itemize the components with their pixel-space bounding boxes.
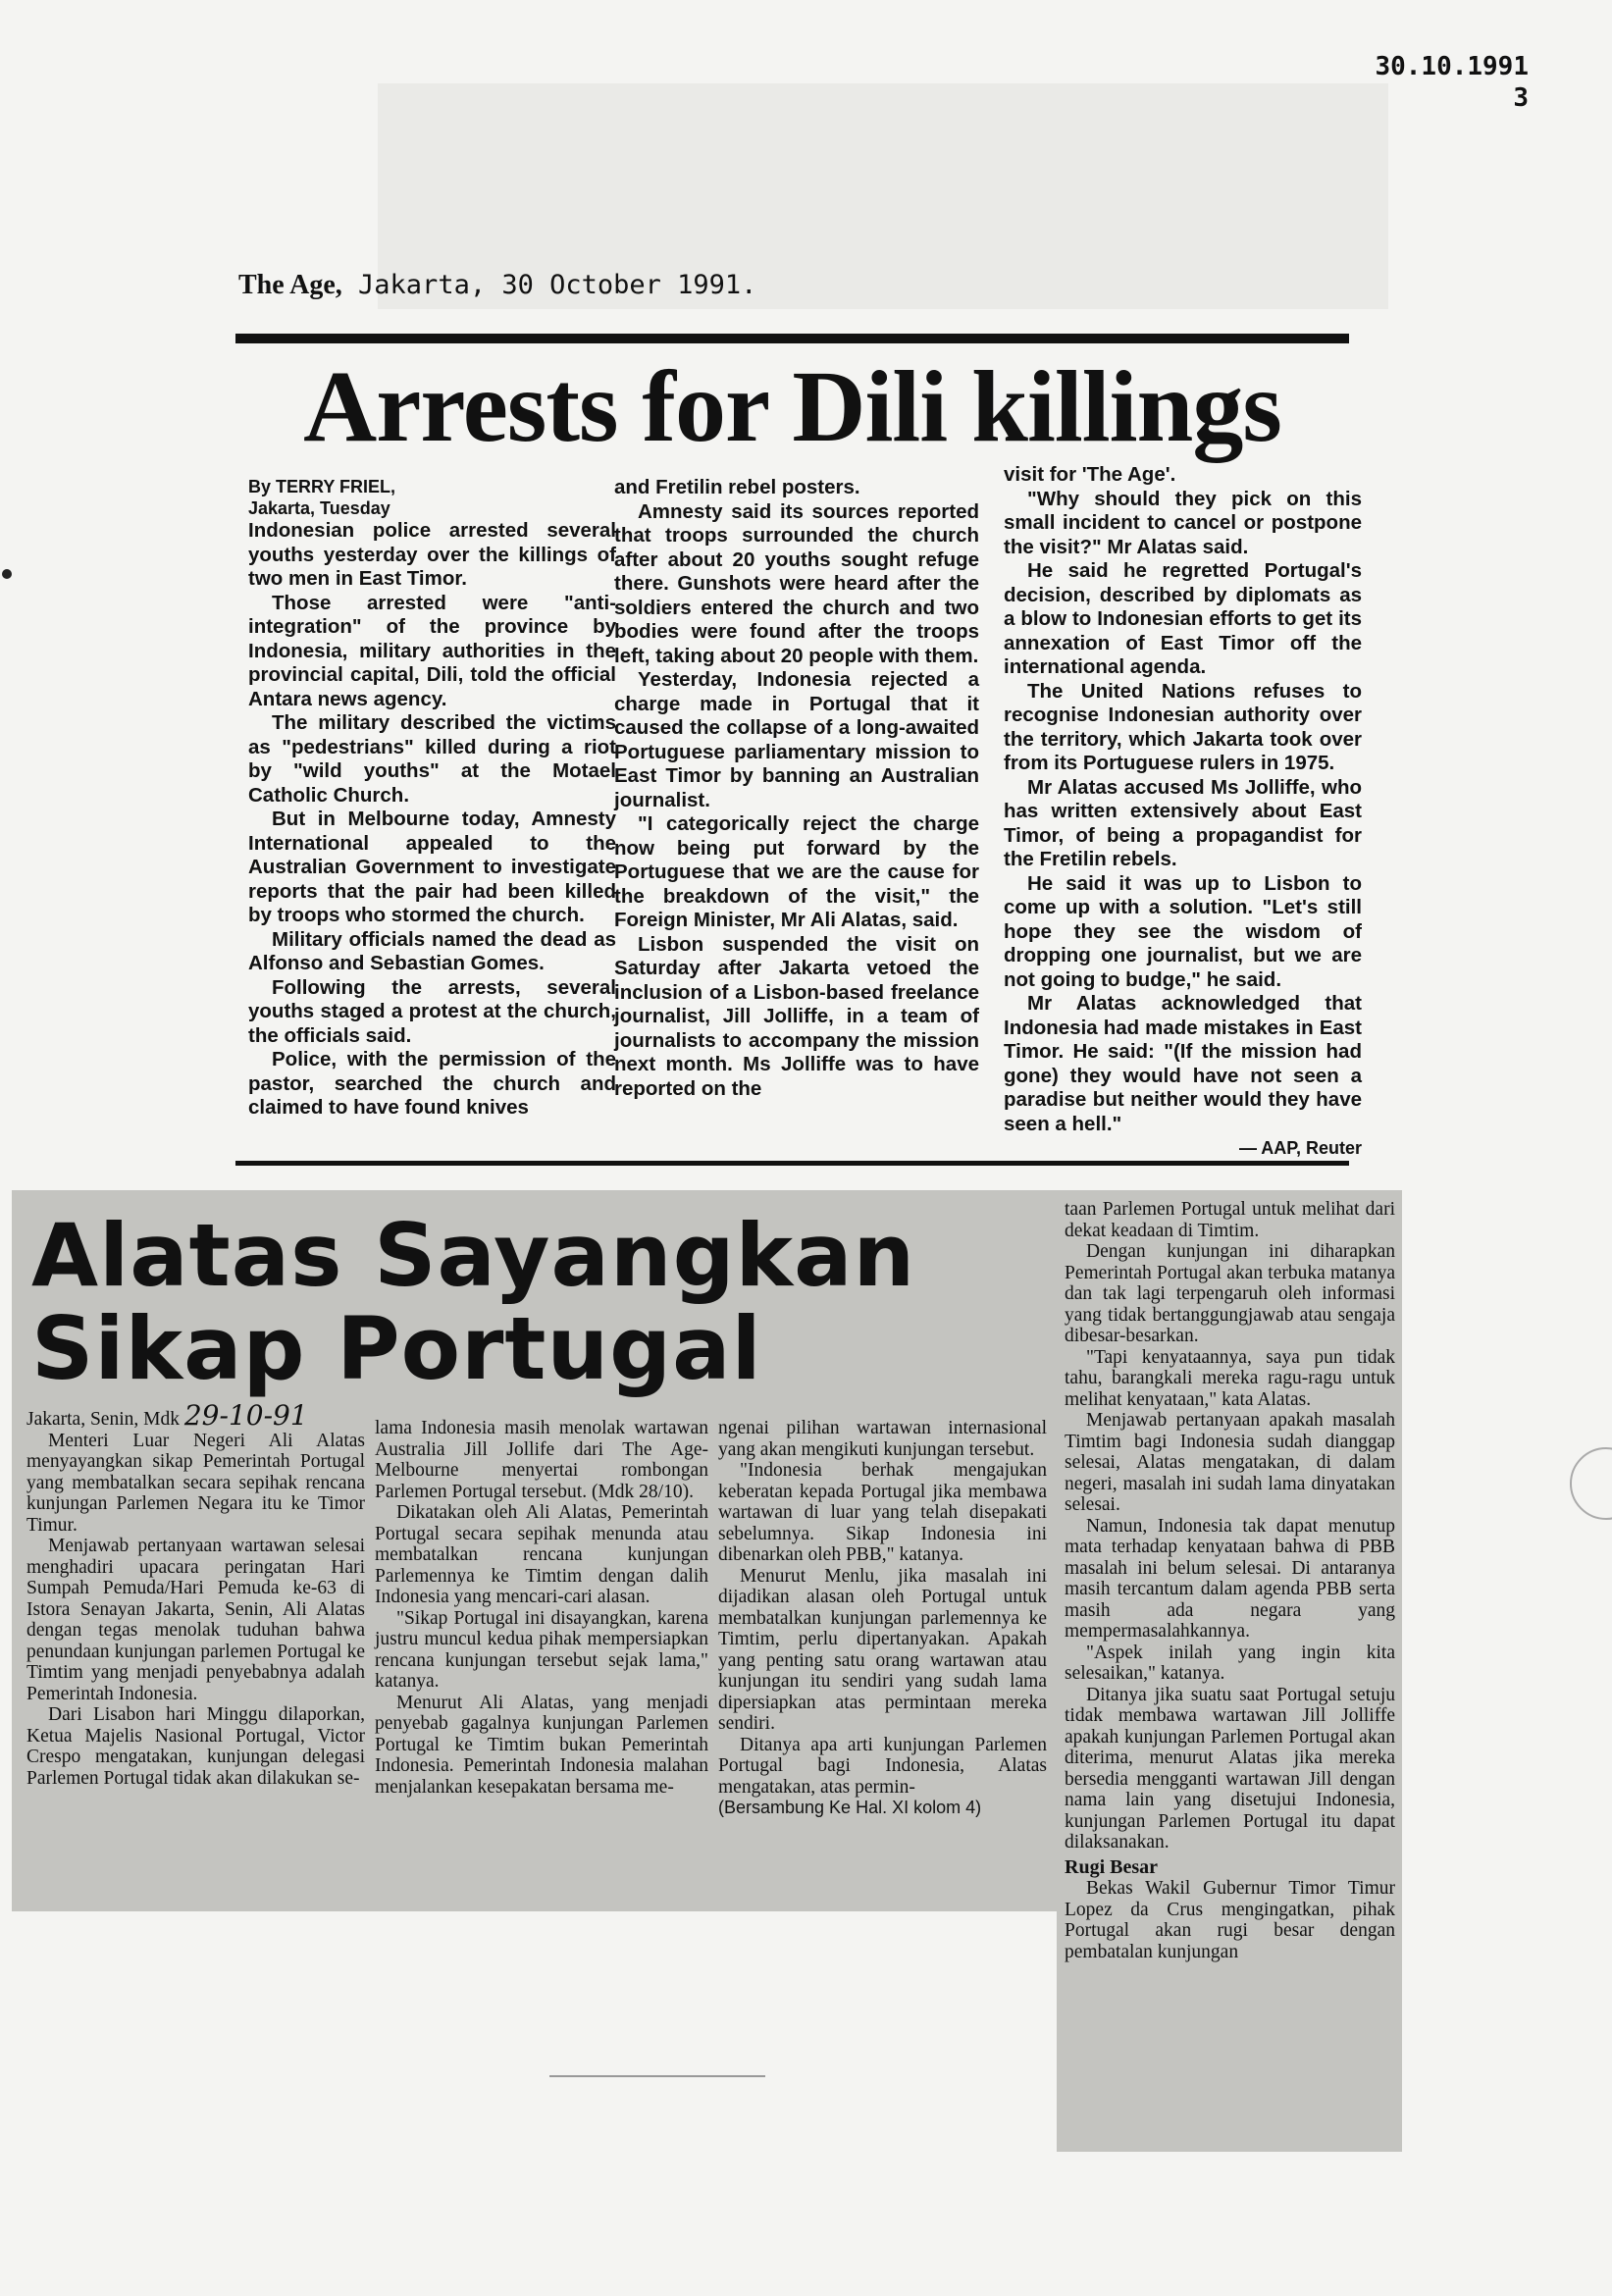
paragraph: Military officials named the dead as Alfonso and Sebastian Gomes.	[248, 927, 616, 974]
paragraph: Dikatakan oleh Ali Alatas, Pemerintah Portugal secara sepihak menunda atau membatalkan rencana kunjungan Parlemennya ke Timtim dengan dalih Indonesia yang mencari-cari alasan.	[375, 1502, 708, 1607]
paragraph: Following the arrests, several youths staged a protest at the church, the officials said.	[248, 975, 616, 1047]
paragraph: Police, with the permission of the pastor, searched the church and claimed to have found knives	[248, 1048, 616, 1119]
paragraph: Menjawab pertanyaan wartawan selesai menghadiri upacara peringatan Hari Sumpah Pemuda/Hari Pemuda ke-63 di Istora Senayan Jakarta, Senin, Ali Alatas dengan tegas menolak tuduhan bahwa penundaan kunjungan parlemen Portugal ke Timtim yang menjadi penyebabnya adalah Pemerintah Indonesia.	[26, 1536, 365, 1704]
paragraph: Indonesian police arrested several youths yesterday over the killings of two men in East Timor.	[248, 519, 616, 590]
paragraph: "Tapi kenyataannya, saya pun tidak tahu, barangkali mereka ragu-ragu untuk melihat kenyataan," kata Alatas.	[1065, 1346, 1395, 1410]
paragraph: visit for 'The Age'.	[1004, 463, 1176, 486]
dateline-id	[26, 1399, 365, 1432]
paragraph: Mr Alatas accused Ms Jolliffe, who has written extensively about East Timor, of being a propagandist for the Fretilin rebels.	[1004, 775, 1362, 870]
paragraph: Amnesty said its sources reported that troops surrounded the church after about 20 youths sought refuge there. Gunshots were heard after the soldiers entered the church and two bodies were found after the troops left, taking about 20 people with them.	[614, 499, 979, 667]
paragraph: The United Nations refuses to recognise Indonesian authority over the territory, which Jakarta took over from its Portuguese rulers in 1975.	[1004, 679, 1362, 774]
paragraph: Menjawab pertanyaan apakah masalah Timtim bagi Indonesia sudah dianggap selesai, Alatas mengatakan, di dalam negeri, masalah ini sudah lama dinyatakan selesai.	[1065, 1410, 1395, 1515]
paragraph: Bekas Wakil Gubernur Timor Timur Lopez da Crus mengingatkan, pihak Portugal akan rugi besar dengan pembatalan kunjungan	[1065, 1878, 1395, 1962]
paragraph: Lisbon suspended the visit on Saturday after Jakarta vetoed the inclusion of a Lisbon-based freelance journalist, Jill Jolliffe, in a team of journalists to accompany the mission next month. Ms Jolliffe was to have reported on the	[614, 932, 979, 1100]
paragraph: Menteri Luar Negeri Ali Alatas menyayangkan sikap Pemerintah Portugal yang membatalkan secara sepihak rencana kunjungan Parlemen Negara itu ke Timor Timur.	[26, 1430, 365, 1536]
paragraph: "Indonesia berhak mengajukan keberatan kepada Portugal jika membawa wartawan di luar yang telah disepakati sebelumnya. Sikap Indonesia ini dibenarkan oleh PBB," katanya.	[718, 1460, 1047, 1565]
publication-name: The Age,	[238, 270, 342, 300]
article-en-column-1	[248, 476, 616, 1121]
paragraph: lama Indonesia masih menolak wartawan Australia Jill Jollife dari The Age-Melbourne menyertai rombongan Parlemen Portugal tersebut. (Mdk 28/10).	[375, 1418, 708, 1502]
paragraph: He said it was up to Lisbon to come up with a solution. "Let's still hope they see the wisdom of dropping one journalist, but we are not going to budge," he said.	[1004, 871, 1362, 991]
headline-id-line-2: Sikap Portugal	[31, 1298, 762, 1399]
paragraph: Mr Alatas acknowledged that Indonesia had made mistakes in East Timor. He said: "(If the mission had gone) they would have not seen a paradise but neither would they have seen a hell."	[1004, 992, 1362, 1135]
article-id-column-2	[375, 1418, 708, 1798]
continued-note: (Bersambung Ke Hal. XI kolom 4)	[718, 1798, 982, 1817]
punch-hole-mark	[2, 569, 12, 579]
article-id-column-3	[718, 1418, 1047, 1819]
paragraph: Dari Lisabon hari Minggu dilaporkan, Ketua Majelis Nasional Portugal, Victor Crespo mengatakan, kunjungan delegasi Parlemen Portugal tidak akan dilakukan se-	[26, 1704, 365, 1789]
paragraph: Menurut Ali Alatas, yang menjadi penyebab gagalnya kunjungan Parlemen Portugal ke Timtim bukan Pemerintah Indonesia. Pemerintah Indonesia malahan menjalankan kesepakatan bersama me-	[375, 1692, 708, 1798]
paragraph: Dengan kunjungan ini diharapkan Pemerintah Portugal akan terbuka matanya dan tak lagi terpengaruh oleh informasi yang tidak bertanggungjawab atau sengaja dibesar-besarkan.	[1065, 1241, 1395, 1346]
byline-name: By TERRY FRIEL,	[248, 477, 396, 496]
handwritten-date: 29-10-91	[183, 1399, 308, 1432]
paragraph: "Aspek inilah yang ingin kita selesaikan," katanya.	[1065, 1642, 1395, 1684]
paragraph: Ditanya jika suatu saat Portugal setuju tidak membawa wartawan Jill Jolliffe apakah kunjungan Parlemen Portugal akan diterima, menurut Alatas jika mereka bersedia mengganti wartawan Jill dengan nama lain yang disetujui Indonesia, kunjungan Parlemen Portugal itu dapat dilaksanakan.	[1065, 1684, 1395, 1852]
bottom-rule	[235, 1161, 1349, 1166]
paragraph: "Why should they pick on this small incident to cancel or postpone the visit?" Mr Alatas said.	[1004, 487, 1362, 558]
headline-id	[31, 1205, 1052, 1399]
article-en-column-2	[614, 476, 979, 1101]
dateline-id-text: Jakarta, Senin, Mdk	[26, 1409, 180, 1430]
paragraph: The military described the victims as "pedestrians" killed during a riot by "wild youths" at the Motael Catholic Church.	[248, 711, 616, 807]
paragraph: ngenai pilihan wartawan internasional yang akan mengikuti kunjungan tersebut.	[718, 1418, 1047, 1460]
ring-mark	[1570, 1447, 1612, 1520]
pen-mark	[549, 2075, 765, 2077]
paragraph: Yesterday, Indonesia rejected a charge made in Portugal that it caused the collapse of a long-awaited Portuguese parliamentary mission to East Timor by banning an Australian journalist.	[614, 668, 979, 811]
article-id-column-1	[26, 1399, 365, 1789]
headline-id-line-1: Alatas Sayangkan	[31, 1205, 916, 1306]
paragraph: But in Melbourne today, Amnesty International appealed to the Australian Government to investigate reports that the pair had been killed by troops who stormed the church.	[248, 808, 616, 926]
paragraph: He said he regretted Portugal's decision, described by diplomats as a blow to Indonesian efforts to get its annexation of East Timor off the international agenda.	[1004, 559, 1362, 678]
top-rule	[235, 334, 1349, 343]
paragraph: "I categorically reject the charge now being put forward by the Portuguese that we are the cause for the breakdown of the visit," the Foreign Minister, Mr Ali Alatas, said.	[614, 812, 979, 931]
page-header	[1375, 51, 1529, 114]
paragraph: Menurut Menlu, jika masalah ini dijadikan alasan oleh Portugal untuk membatalkan kunjungan parlemennya ke Timtim, perlu dipertanyakan. Apakah yang penting satu orang wartawan atau kunjungan itu sendiri yang sudah lama dipersiapkan atas permintaan mereka sendiri.	[718, 1565, 1047, 1734]
paragraph: Namun, Indonesia tak dapat menutup mata terhadap kenyataan bahwa di PBB masalah ini belum selesai. Di antaranya masih tercantum dalam agenda PBB serta masih ada negara yang mempermasalahkannya.	[1065, 1515, 1395, 1642]
page-number: 3	[1513, 83, 1529, 113]
clipping-dateline	[238, 270, 756, 301]
paragraph: "Sikap Portugal ini disayangkan, karena justru muncul kedua pihak mempersiapkan rencana kunjungan tersebut sejak lama," katanya.	[375, 1607, 708, 1692]
paragraph: Ditanya apa arti kunjungan Parlemen Portugal bagi Indonesia, Alatas mengatakan, atas permin-	[718, 1734, 1047, 1798]
article-id-column-4	[1065, 1199, 1395, 1962]
dateline-text: Jakarta, 30 October 1991.	[341, 270, 757, 300]
article-credit: — AAP, Reuter	[1238, 1138, 1362, 1158]
byline-place: Jakarta, Tuesday	[248, 498, 390, 518]
subhead: Rugi Besar	[1065, 1855, 1158, 1878]
headline-en: Arrests for Dili killings	[303, 350, 1281, 463]
paragraph: Those arrested were "anti-integration" of the province by Indonesia, military authorities in the provincial capital, Dili, told the official Antara news agency.	[248, 591, 616, 710]
article-en-column-3	[1004, 463, 1362, 1161]
paragraph: taan Parlemen Portugal untuk melihat dari dekat keadaan di Timtim.	[1065, 1199, 1395, 1241]
page-date: 30.10.1991	[1375, 52, 1529, 81]
paragraph: and Fretilin rebel posters.	[614, 476, 860, 498]
